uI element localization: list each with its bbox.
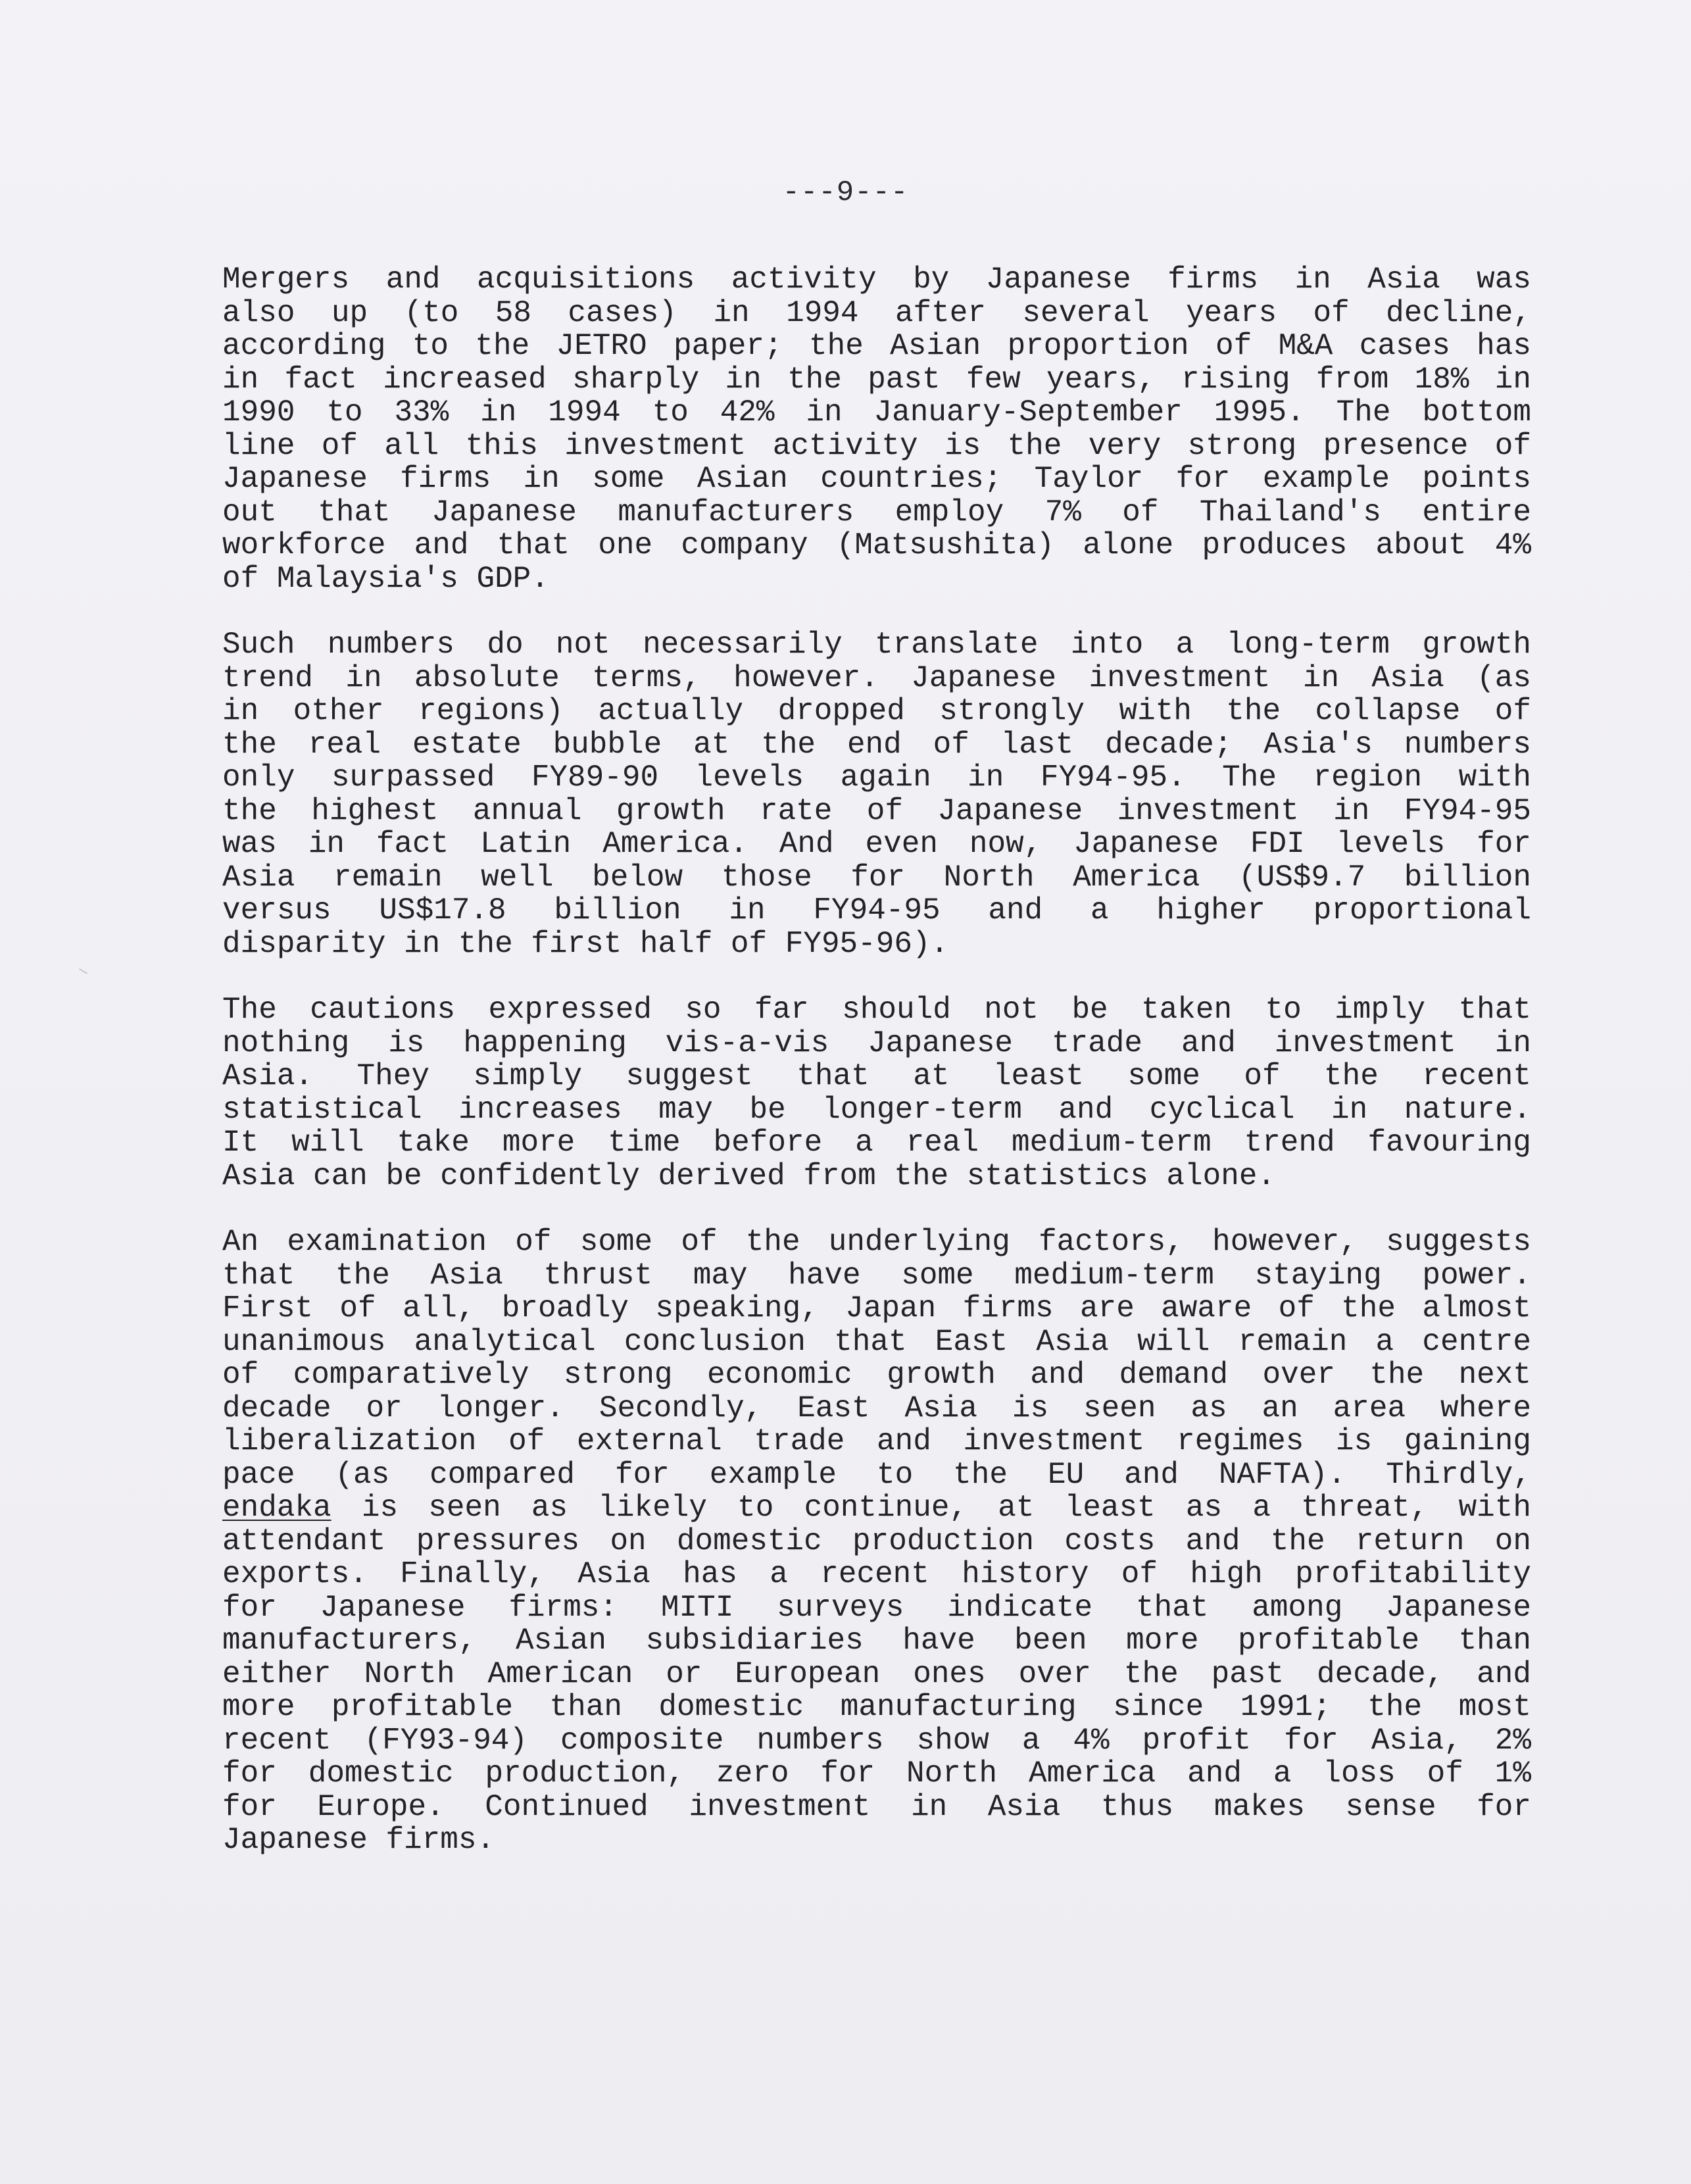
text-line: that the Asia thrust may have some medium-term staying power.: [222, 1258, 1531, 1293]
text-line: unanimous analytical conclusion that East Asia will remain a centre: [222, 1324, 1531, 1359]
text-line: disparity in the first half of FY95-96).: [222, 926, 949, 961]
text-line: nothing is happening vis-a-vis Japanese trade and investment in: [222, 1026, 1531, 1060]
text-line: out that Japanese manufacturers employ 7% of Thailand's entire: [222, 495, 1531, 530]
text-line: of Malaysia's GDP.: [222, 561, 549, 596]
text-line: liberalization of external trade and investment regimes is gaining: [222, 1424, 1531, 1458]
text-line: was in fact Latin America. And even now, Japanese FDI levels for: [222, 827, 1531, 861]
text-line: in other regions) actually dropped strongly with the collapse of: [222, 694, 1531, 728]
text-line: recent (FY93-94) composite numbers show a 4% profit for Asia, 2%: [222, 1723, 1531, 1758]
text-line: either North American or European ones over the past decade, and: [222, 1656, 1531, 1691]
document-body: [222, 263, 1531, 1890]
text-line: versus US$17.8 billion in FY94-95 and a higher proportional: [222, 893, 1531, 928]
text-line: Asia. They simply suggest that at least some of the recent: [222, 1059, 1531, 1093]
text-line: First of all, broadly speaking, Japan firms are aware of the almost: [222, 1291, 1531, 1326]
page-number: ---9---: [782, 176, 909, 209]
text-line: Such numbers do not necessarily translate into a long-term growth: [222, 628, 1531, 662]
text-line: in fact increased sharply in the past few years, rising from 18% in: [222, 362, 1531, 397]
text-line: according to the JETRO paper; the Asian proportion of M&A cases has: [222, 329, 1531, 363]
text-line-endaka: [222, 1491, 1531, 1525]
text-line: An examination of some of the underlying factors, however, suggests: [222, 1225, 1531, 1259]
text-line: workforce and that one company (Matsushita) alone produces about 4%: [222, 528, 1531, 562]
paragraph-mergers: [222, 263, 1531, 595]
text-line: decade or longer. Secondly, East Asia is seen as an area where: [222, 1391, 1531, 1426]
text-line: Asia remain well below those for North America (US$9.7 billion: [222, 860, 1531, 895]
text-line: Asia can be confidently derived from the statistics alone.: [222, 1158, 1276, 1193]
underlined-term-endaka: endaka: [222, 1491, 331, 1525]
text-line: for domestic production, zero for North America and a loss of 1%: [222, 1756, 1531, 1791]
text-fragment: is seen as likely to continue, at least as a threat, with: [331, 1491, 1531, 1525]
text-line: 1990 to 33% in 1994 to 42% in January-September 1995. The bottom: [222, 395, 1531, 430]
text-line: more profitable than domestic manufacturing since 1991; the most: [222, 1690, 1531, 1724]
paragraph-numbers: [222, 628, 1531, 960]
text-line: statistical increases may be longer-term and cyclical in nature.: [222, 1092, 1531, 1127]
text-line: also up (to 58 cases) in 1994 after several years of decline,: [222, 295, 1531, 330]
text-line: exports. Finally, Asia has a recent history of high profitability: [222, 1557, 1531, 1591]
text-line: The cautions expressed so far should not be taken to imply that: [222, 993, 1531, 1027]
paragraph-factors: [222, 1226, 1531, 1857]
text-line: the highest annual growth rate of Japanese investment in FY94-95: [222, 793, 1531, 828]
text-line: attendant pressures on domestic production costs and the return on: [222, 1524, 1531, 1558]
text-line: for Europe. Continued investment in Asia thus makes sense for: [222, 1789, 1531, 1824]
scan-mark: [77, 968, 87, 978]
text-line: only surpassed FY89-90 levels again in FY94-95. The region with: [222, 760, 1531, 795]
text-line: Mergers and acquisitions activity by Japanese firms in Asia was: [222, 262, 1531, 297]
text-line: the real estate bubble at the end of last decade; Asia's numbers: [222, 727, 1531, 762]
text-line: It will take more time before a real medium-term trend favouring: [222, 1126, 1531, 1160]
text-line: manufacturers, Asian subsidiaries have been more profitable than: [222, 1624, 1531, 1658]
text-line: trend in absolute terms, however. Japanese investment in Asia (as: [222, 660, 1531, 695]
text-line: pace (as compared for example to the EU and NAFTA). Thirdly,: [222, 1457, 1531, 1492]
paragraph-cautions: [222, 993, 1531, 1193]
text-line: for Japanese firms: MITI surveys indicate that among Japanese: [222, 1590, 1531, 1625]
text-line: Japanese firms.: [222, 1823, 495, 1857]
text-line: of comparatively strong economic growth and demand over the next: [222, 1358, 1531, 1392]
text-line: Japanese firms in some Asian countries; Taylor for example points: [222, 462, 1531, 496]
text-line: line of all this investment activity is the very strong presence of: [222, 428, 1531, 463]
